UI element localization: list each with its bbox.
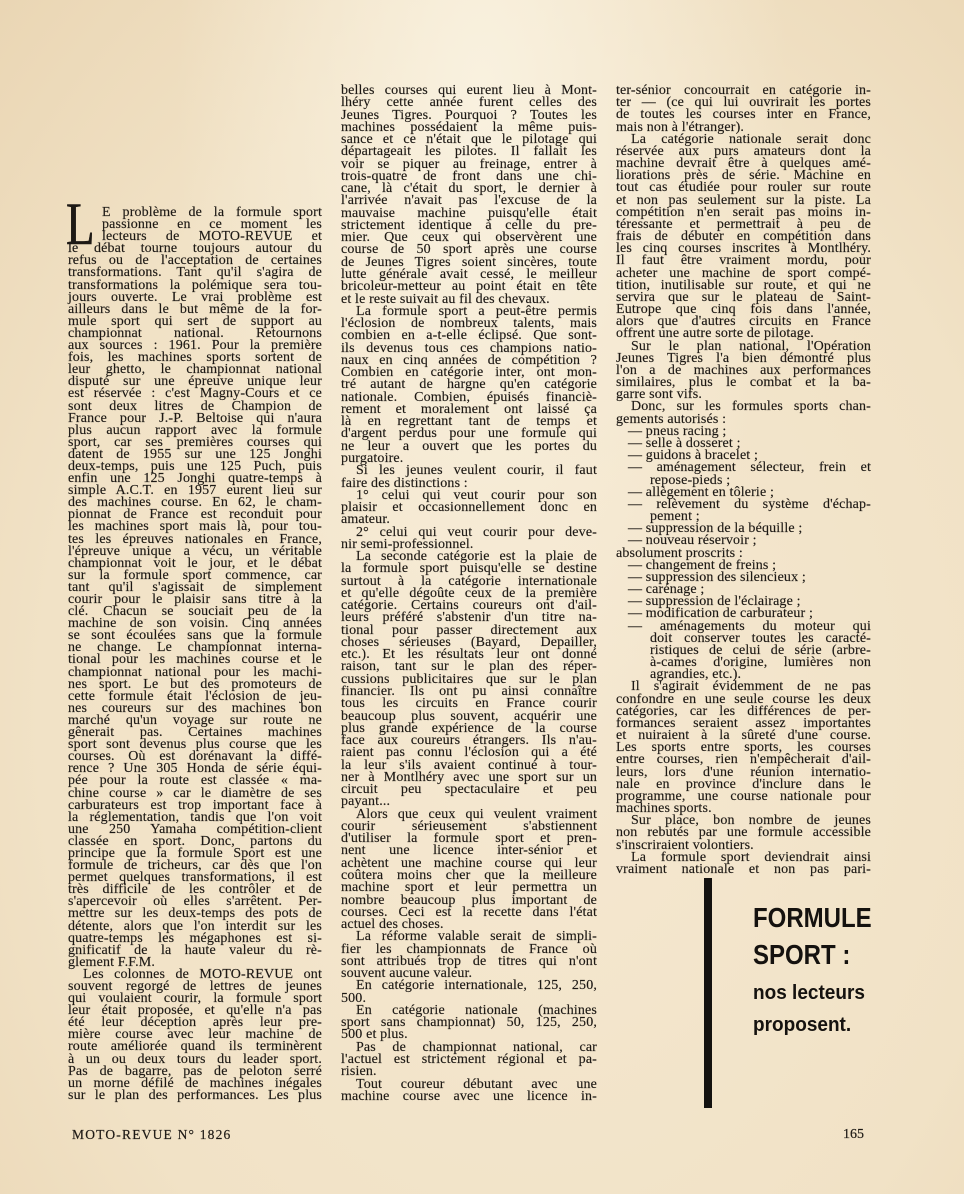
text-line: cette formule était l'éclosion de jeu- bbox=[68, 688, 322, 704]
text-line: vraiment nationale et non pas pari- bbox=[616, 862, 871, 877]
list-item bbox=[616, 462, 871, 486]
text-line: agrandies, etc.). bbox=[650, 667, 742, 683]
text-line: ner à Montlhéry avec une sport sur un bbox=[341, 769, 597, 785]
text-line: servira que sur le plateau de Saint- bbox=[616, 289, 871, 305]
page-number: 165 bbox=[843, 1127, 864, 1142]
text-line: naux en cinq années de compétition ? bbox=[341, 352, 597, 368]
paragraph bbox=[341, 487, 597, 528]
paragraph bbox=[616, 681, 871, 815]
headline-title-line-1: FORMULE bbox=[753, 902, 872, 934]
text-line: ristiques de celui de série (arbre- bbox=[650, 642, 871, 658]
text-line: tional pour les machines course et le bbox=[68, 652, 322, 668]
text-line: sport, car ses premières courses qui bbox=[68, 434, 322, 450]
text-line: été leur déception après leur pre- bbox=[68, 1015, 322, 1031]
text-line: gnificatif de la haute valeur du rè- bbox=[68, 942, 322, 958]
text-line: amateur. bbox=[341, 512, 391, 528]
text-line: tes les épreuves nationales en France, bbox=[68, 531, 322, 547]
text-line: alors que d'autres circuits en France bbox=[616, 314, 871, 330]
text-line: nationale. Combien, épuisés financiè- bbox=[341, 389, 597, 405]
text-line: mais non à l'étranger). bbox=[616, 119, 745, 135]
text-line: tré autant de hargne qu'en catégorie bbox=[341, 377, 597, 393]
text-line: cussions publicitaires que sur le plan bbox=[341, 671, 597, 687]
text-line: leurs préféré s'abstenir d'un titre na- bbox=[341, 610, 597, 626]
article-column-3 bbox=[616, 85, 871, 876]
text-line: souvent aucune valeur. bbox=[341, 966, 473, 982]
text-line: datent de 1955 sur une 125 Jonghi bbox=[68, 446, 322, 462]
text-line: Alors que ceux qui veulent vraiment bbox=[356, 806, 597, 822]
text-line: — aménagements du moteur qui bbox=[628, 618, 871, 634]
text-line: jours ouverte. Le vrai problème est bbox=[68, 289, 322, 305]
text-line: enfin une 125 Jonghi quatre-temps à bbox=[68, 471, 322, 487]
text-line: simple A.C.T. en 1957 eurent lieu sur bbox=[68, 483, 322, 499]
text-line: belles courses qui eurent lieu à Mont- bbox=[341, 83, 597, 98]
text-line: combien en a-t-elle éclipsé. Que sont- bbox=[341, 328, 597, 344]
text-line: les cinq courses inscrites à Montlhéry. bbox=[616, 241, 871, 257]
text-line: mière course avec leur machine de bbox=[68, 1027, 322, 1043]
headline-subtitle-line-2: proposent. bbox=[753, 1013, 852, 1037]
text-line: les machines sport mais là, pour tou- bbox=[68, 519, 322, 535]
text-line: beaucoup plus souvent, acquérir une bbox=[341, 708, 597, 724]
text-line: Jeunes Tigres l'a bien démontré plus bbox=[616, 350, 871, 366]
text-line: ter-sénior concourrait en catégorie in- bbox=[616, 83, 871, 98]
text-line: leur était proposée, et qu'elle n'a pas bbox=[68, 1003, 322, 1019]
paragraph bbox=[341, 1076, 597, 1104]
text-line: 500 et plus. bbox=[341, 1027, 408, 1043]
text-line: de toutes les courses inter en France, bbox=[616, 107, 871, 123]
text-line: rement et moralement ont laissé ça bbox=[341, 401, 597, 417]
text-line: gements autorisés : bbox=[616, 411, 727, 427]
text-line: — relèvement du système d'échap- bbox=[628, 496, 871, 512]
text-line: circuit peu spectaculaire et peu bbox=[341, 782, 597, 798]
text-line: très difficile de les contrôler et de bbox=[68, 882, 322, 898]
text-line: nale en province d'inclure dans le bbox=[616, 776, 871, 792]
text-line: ter — (ce qui lui ouvrirait les portes bbox=[616, 95, 871, 111]
paragraph bbox=[341, 465, 597, 490]
paragraph bbox=[616, 131, 871, 342]
text-line: — nouveau réservoir ; bbox=[628, 533, 757, 549]
text-line: actuel des choses. bbox=[341, 917, 444, 933]
text-line: face aux coureurs étrangers. Ils n'au- bbox=[341, 733, 597, 749]
text-line: plus aucun rapport avec la formule bbox=[68, 422, 322, 438]
text-line: tant qu'il s'agissait de simplement bbox=[68, 579, 322, 595]
text-line: à-cames d'origine, lumières non bbox=[650, 655, 871, 671]
text-line: mauvaise machine puisqu'elle était bbox=[341, 205, 597, 221]
text-line: la formule sport puisqu'elle se destine bbox=[341, 561, 597, 577]
text-line: Tout coureur débutant avec une bbox=[356, 1076, 597, 1092]
headline-subtitle-line-1: nos lecteurs bbox=[753, 981, 865, 1005]
text-line: lutte générale avait cessé, le meilleur bbox=[341, 266, 597, 282]
text-line: risien. bbox=[341, 1064, 377, 1080]
text-line: Combien en catégorie inter, ont mon- bbox=[341, 365, 597, 381]
text-line: — aménagement sélecteur, frein et bbox=[628, 460, 871, 476]
text-line: transformations la polémique sera tou- bbox=[68, 277, 322, 293]
text-line: plus grande expérience de la course bbox=[341, 720, 597, 736]
text-line: l'éclosion de nombreux talents, mais bbox=[341, 316, 597, 332]
text-line: d'utiliser la formule sport et pren- bbox=[341, 831, 597, 847]
text-line: — suppression de la béquille ; bbox=[628, 521, 803, 537]
paragraph bbox=[341, 1039, 597, 1080]
text-line: machine sport et leur permettra un bbox=[341, 880, 597, 896]
text-line: quatre-temps les mégaphones est si- bbox=[68, 930, 322, 946]
text-line: formule de tricheurs, car dès que l'on bbox=[68, 858, 322, 874]
text-line: sance et ce n'était que le pilotage qui bbox=[341, 132, 597, 148]
text-line: sont attribués trop de titres qui n'ont bbox=[341, 953, 597, 969]
text-line: rence ? Une 305 Honda de série équi- bbox=[68, 761, 322, 777]
article-column-2 bbox=[341, 85, 597, 1103]
text-line: frais de débuter en compétition dans bbox=[616, 229, 871, 245]
text-line: La seconde catégorie est la plaie de bbox=[356, 549, 597, 565]
text-line: tout cas étudiée pour rouler sur route bbox=[616, 180, 871, 196]
text-line: bricoleur-metteur au point était en tête bbox=[341, 279, 597, 295]
text-line: courses. Ceci est la recette dans l'état bbox=[341, 904, 597, 920]
text-line: En catégorie nationale (machines bbox=[356, 1002, 597, 1018]
text-line: voir se piquer au freinage, entrer à bbox=[341, 156, 597, 172]
text-line: liorations près de série. Machine en bbox=[616, 168, 871, 184]
text-line: lhéry cette année furent celles des bbox=[341, 95, 597, 111]
text-line: Il faut être vraiment mordu, pour bbox=[616, 253, 871, 269]
text-line: aux sources : 1961. Pour la première bbox=[68, 338, 322, 354]
text-line: course de 50 sport après une course bbox=[341, 242, 597, 258]
text-line: E problème de la formule sport bbox=[102, 205, 322, 220]
text-line: pée pour la route est classée « ma- bbox=[68, 773, 322, 789]
text-line: principe que la formule Sport est une bbox=[68, 845, 322, 861]
text-line: sur le plan des performances. Les plus bbox=[68, 1087, 322, 1103]
text-line: une 250 Yamaha compétition-client bbox=[68, 821, 322, 837]
text-line: marché qu'un voyage sur route ne bbox=[68, 712, 322, 728]
text-line: un morne défilé de machines inégales bbox=[68, 1075, 322, 1091]
paragraph bbox=[341, 1002, 597, 1043]
list-item bbox=[616, 496, 871, 525]
text-line: payant... bbox=[341, 794, 391, 810]
text-line: glement F.F.M. bbox=[68, 954, 155, 970]
text-line: à un ou deux tours du leader sport. bbox=[68, 1051, 322, 1067]
paragraph bbox=[616, 815, 871, 852]
text-line: raison, tant sur le plan des réper- bbox=[341, 659, 597, 675]
text-line: s'apercevoir où elles s'arrêtent. Per- bbox=[68, 894, 322, 910]
paragraph bbox=[68, 966, 322, 1103]
text-line: et nuiraient à la sûreté d'une course. bbox=[616, 728, 871, 744]
text-line: qui voulaient courir, la formule sport bbox=[68, 991, 322, 1007]
text-line: offrent une autre sorte de pilotage. bbox=[616, 326, 814, 342]
drop-cap: L bbox=[66, 191, 95, 257]
text-line: Pas de bagarre, pas de peloton serré bbox=[68, 1063, 322, 1079]
list-item bbox=[616, 618, 871, 683]
text-line: d'argent perdus pour une formule qui bbox=[341, 426, 597, 442]
text-line: Les colonnes de MOTO-REVUE ont bbox=[83, 966, 322, 982]
text-line: courses. Où est dorénavant la diffé- bbox=[68, 749, 322, 765]
text-line: détente, alors que l'on interdit sur les bbox=[68, 918, 322, 934]
paragraph bbox=[616, 85, 871, 134]
text-line: — selle à dosseret ; bbox=[628, 435, 741, 451]
text-line: route améliorée quand ils terminèrent bbox=[68, 1039, 322, 1055]
text-line: tional pour passer directement aux bbox=[341, 622, 597, 638]
text-line: courir sérieusement s'abstiennent bbox=[341, 818, 597, 834]
text-line: championnat voit le jour, et le débat bbox=[68, 555, 322, 571]
text-line: machines sports. bbox=[616, 801, 712, 817]
text-line: départageait les pilotes. Il fallait les bbox=[341, 144, 597, 160]
text-line: catégorie. Certains coureurs ont d'ail- bbox=[341, 598, 597, 614]
text-line: Pas de championnat national, car bbox=[356, 1039, 597, 1055]
text-line: l'arrivée n'avait pas l'excuse de la bbox=[341, 193, 597, 209]
paragraph bbox=[341, 980, 597, 1005]
text-line: confondre en une seule course les deux bbox=[616, 691, 871, 707]
text-line: sur la formule sport commence, car bbox=[68, 567, 322, 583]
text-line: catégories, car les différences de per- bbox=[616, 703, 871, 719]
text-line: En catégorie internationale, 125, 250, bbox=[356, 978, 597, 994]
text-line: mier. Que ceux qui observèrent une bbox=[341, 230, 597, 246]
headline-title-line-2: SPORT : bbox=[753, 939, 851, 971]
text-line: fier les championnats de France où bbox=[341, 941, 597, 957]
text-line: des machines course. En 62, le cham- bbox=[68, 495, 322, 511]
text-line: nent une licence inter-sénior et bbox=[341, 843, 597, 859]
text-line: — modification de carburateur ; bbox=[628, 606, 814, 622]
paragraph bbox=[341, 524, 597, 552]
paragraph bbox=[341, 85, 597, 306]
text-line: mettre sur les deux-temps des pots de bbox=[68, 906, 322, 922]
text-line: l'épreuve unique a vécu, un véritable bbox=[68, 543, 322, 559]
text-line: trois-quatre de front dans une chi- bbox=[341, 168, 597, 184]
text-line: nir semi-professionnel. bbox=[341, 536, 474, 552]
text-line: ne change. Le championnat interna- bbox=[68, 640, 322, 656]
text-line: sport sans championnat) 50, 125, 250, bbox=[341, 1015, 597, 1031]
text-line: ils devenus tous ces champions natio- bbox=[341, 340, 597, 356]
text-line: gênerait pas. Certaines machines bbox=[68, 725, 322, 741]
text-line: réservée aux purs amateurs dont la bbox=[616, 143, 871, 159]
text-line: ne leur a ouvert que les portes du bbox=[341, 438, 597, 454]
text-line: et non pas seulement sur la piste. La bbox=[616, 192, 871, 208]
paragraph bbox=[341, 931, 597, 980]
footer-issue: MOTO-REVUE N° 1826 bbox=[72, 1127, 232, 1142]
text-line: programme, une course nationale pour bbox=[616, 788, 871, 804]
text-line: courir pour le plaisir sans titre à la bbox=[68, 592, 322, 607]
text-line: achètent une machine course qui leur bbox=[341, 855, 597, 871]
text-line: deux-temps, puis une 125 Puch, puis bbox=[68, 458, 322, 474]
text-line: 2° celui qui veut courir pour deve- bbox=[356, 524, 597, 540]
text-line: raient pas connu l'éclosion qui a été bbox=[341, 745, 597, 761]
text-line: et le reste suivait au fil des chevaux. bbox=[341, 291, 550, 307]
text-line: absolument proscrits : bbox=[616, 545, 743, 561]
text-line: purgatoire. bbox=[341, 450, 404, 466]
text-line: souvent regorgé de lettres de jeunes bbox=[68, 979, 322, 994]
text-line: leur ghetto, le championnat national bbox=[68, 362, 322, 378]
text-line: carburateurs est trop important face à bbox=[68, 797, 322, 813]
text-line: sport sont devenus plus course que les bbox=[68, 737, 322, 753]
text-line: l'on a de machines aux performances bbox=[616, 362, 871, 378]
text-line: strictement identique à celle du pre- bbox=[341, 217, 597, 233]
text-line: — changement de freins ; bbox=[628, 557, 777, 573]
text-line: disputé sur une épreuve unique leur bbox=[68, 374, 322, 390]
text-line: — suppression de l'éclairage ; bbox=[628, 594, 801, 610]
text-line: tous les circuits en France courir bbox=[341, 696, 597, 712]
text-line: transformations. Tant qu'il s'agira de bbox=[68, 265, 322, 281]
text-line: Si les jeunes veulent courir, il faut bbox=[356, 463, 597, 479]
text-line: tition, inutilisable sur route, et qui ne bbox=[616, 277, 871, 293]
text-line: refus ou de l'acceptation de certaines bbox=[68, 253, 322, 269]
text-line: formances seraient assez importantes bbox=[616, 715, 871, 731]
text-line: etc.). Et les résultats leur ont donné bbox=[341, 647, 597, 663]
text-line: choses sérieuses (Bayard, Depailler, bbox=[341, 634, 597, 650]
text-line: s'inscriraient volontiers. bbox=[616, 837, 754, 853]
paragraph bbox=[616, 849, 871, 877]
text-line: de Jeunes Tigres soient sincères, toute bbox=[341, 254, 597, 270]
text-line: pement ; bbox=[650, 509, 700, 525]
text-line: permet quelques transformations, il est bbox=[68, 870, 322, 886]
text-line: machine devrait être à quelques amé- bbox=[616, 156, 871, 172]
text-line: repose-pieds ; bbox=[650, 472, 731, 488]
text-line: acheter une machine de sport compé- bbox=[616, 265, 871, 281]
text-line: similaires, plus le combat et la ba- bbox=[616, 375, 871, 391]
text-line: machine de son voisin. Cinq années bbox=[68, 616, 322, 632]
text-line: clé. Chacun se souciait peu de la bbox=[68, 604, 322, 620]
text-line: là en regrettant tant de temps et bbox=[341, 414, 597, 430]
text-line: sont deux litres de Champion de bbox=[68, 398, 322, 414]
text-line: Les sports entre sports, les courses bbox=[616, 740, 871, 756]
text-line: ailleurs dans le but même de la for- bbox=[68, 301, 322, 317]
text-line: passionne en ce moment les bbox=[102, 217, 322, 233]
text-line: La formule sport a peut-être permis bbox=[356, 303, 597, 319]
text-line: Sur place, bon nombre de jeunes bbox=[631, 813, 871, 829]
text-line: machines possédaient la même puis- bbox=[341, 119, 597, 135]
text-line: classée en sport. Donc, partons du bbox=[68, 833, 322, 849]
text-line: garre sont vifs. bbox=[616, 387, 702, 403]
text-line: 500. bbox=[341, 990, 367, 1006]
article-column-1 bbox=[68, 207, 322, 1102]
headline-bar bbox=[704, 878, 712, 1108]
text-line: La formule sport deviendrait ainsi bbox=[631, 849, 871, 865]
text-line: nes sport. Le but des promoteurs de bbox=[68, 676, 322, 692]
text-line: machine course avec une licence in- bbox=[341, 1088, 597, 1104]
text-line: France pour J.-P. Beltoise qui n'aura bbox=[68, 410, 322, 426]
text-line: La réforme valable serait de simpli- bbox=[356, 929, 597, 945]
text-line: 1° celui qui veut courir pour son bbox=[356, 487, 597, 503]
text-line: pionnat de France est reconduit pour bbox=[68, 507, 322, 523]
text-line: doit conserver toutes les caracté- bbox=[650, 630, 871, 646]
text-line: championnat national. Retournons bbox=[68, 325, 322, 341]
text-line: Jeunes Tigres. Pourquoi ? Toutes les bbox=[341, 107, 597, 123]
text-line: Eutrope que cinq fois dans l'année, bbox=[616, 302, 871, 318]
text-line: championnat national pour les machi- bbox=[68, 664, 322, 680]
paragraph bbox=[341, 551, 597, 809]
text-line: La catégorie nationale serait donc bbox=[631, 131, 871, 147]
paragraph bbox=[616, 338, 871, 403]
text-line: leurs, lors d'une réunion internatio- bbox=[616, 764, 871, 780]
text-line: compétition n'en serait pas moins in- bbox=[616, 204, 871, 220]
text-line: fois, les machines sports sortent de bbox=[68, 350, 322, 366]
text-line: la leur s'ils avaient continué à tour- bbox=[341, 757, 597, 773]
text-line: entre courses, rien n'empêcherait d'ail- bbox=[616, 752, 871, 768]
text-line: — allègement en tôlerie ; bbox=[628, 484, 775, 500]
text-line: Donc, sur les formules sports chan- bbox=[631, 399, 871, 415]
text-line: téressante et permettrait à peu de bbox=[616, 216, 871, 232]
text-line: Sur le plan national, l'Opération bbox=[631, 338, 871, 354]
text-line: — carénage ; bbox=[628, 582, 705, 598]
text-line: la réglementation, tandis que l'on voit bbox=[68, 809, 322, 825]
text-line: et qu'elle dégoûte ceux de la première bbox=[341, 585, 597, 601]
text-line: mule sport qui sert de support au bbox=[68, 313, 322, 329]
paragraph bbox=[341, 303, 597, 466]
text-line: le débat tourne toujours autour du bbox=[68, 241, 322, 257]
text-line: financier. Ils ont pu ainsi connaître bbox=[341, 684, 597, 700]
text-line: chine course » car le diamètre de ses bbox=[68, 785, 322, 801]
paragraph bbox=[341, 806, 597, 933]
text-line: cane, là c'était du sport, le dernier à bbox=[341, 181, 597, 197]
text-line: surtout à la catégorie internationale bbox=[341, 573, 597, 589]
text-line: se sont écoulées sans que la formule bbox=[68, 628, 322, 644]
text-line: plaisir et occasionnellement donc en bbox=[341, 500, 597, 516]
paragraph bbox=[68, 207, 322, 969]
paragraph bbox=[616, 401, 871, 425]
text-line: lecteurs de MOTO-REVUE et bbox=[102, 229, 322, 245]
text-line: nombre beaucoup plus important de bbox=[341, 892, 597, 908]
text-line: Il s'agirait évidemment de ne pas bbox=[631, 679, 871, 695]
text-line: est réservée : c'est Magny-Cours et ce bbox=[68, 386, 322, 402]
text-line: faire des distinctions : bbox=[341, 475, 468, 491]
text-line: coûtera moins cher que la meilleure bbox=[341, 868, 597, 883]
text-line: non rebutés par une formule accessible bbox=[616, 825, 871, 841]
text-line: — guidons à bracelet ; bbox=[628, 448, 759, 464]
text-line: — pneus racing ; bbox=[628, 423, 727, 439]
text-line: l'actuel est strictement régional et pa- bbox=[341, 1051, 597, 1067]
text-line: — suppression des silencieux ; bbox=[628, 569, 806, 585]
text-line: nes coureurs sur des machines bon bbox=[68, 700, 322, 716]
